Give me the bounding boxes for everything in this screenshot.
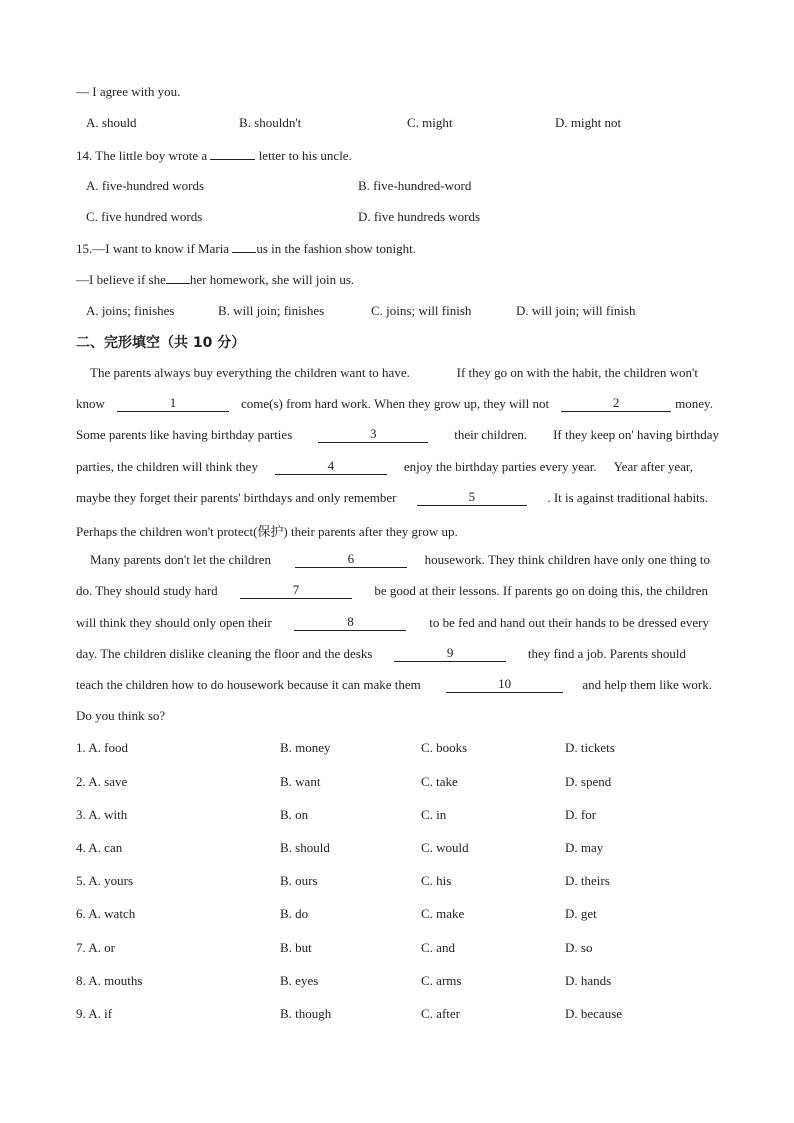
cloze-option[interactable]: D. hands	[565, 973, 612, 988]
passage-line: will think they should only open their 8 to be fed and hand out their hands to be dressed every	[76, 614, 709, 630]
cloze-option[interactable]: 5. A. yours	[76, 873, 134, 888]
q14-option-c[interactable]: C. five hundred words	[86, 209, 203, 224]
cloze-option[interactable]: B. eyes	[280, 973, 319, 988]
cloze-option[interactable]: C. in	[421, 807, 447, 822]
cloze-blank-1[interactable]: 1	[117, 396, 229, 412]
q15-blank-1[interactable]	[232, 240, 256, 253]
cloze-blank-4[interactable]: 4	[275, 459, 387, 475]
cloze-option[interactable]: B. should	[280, 840, 330, 855]
passage-line: know 1 come(s) from hard work. When they grow up, they will not 2 money.	[76, 395, 713, 411]
cloze-blank-9[interactable]: 9	[394, 646, 506, 662]
passage-line: maybe they forget their parents' birthdays and only remember 5 . It is against traditional habits.	[76, 489, 708, 505]
cloze-option[interactable]: 7. A. or	[76, 940, 115, 955]
cloze-blank-3[interactable]: 3	[318, 427, 428, 443]
cloze-option[interactable]: 8. A. mouths	[76, 973, 143, 988]
q14-option-b[interactable]: B. five-hundred-word	[358, 178, 472, 193]
cloze-option[interactable]: 4. A. can	[76, 840, 123, 855]
passage-line: day. The children dislike cleaning the floor and the desks 9 they find a job. Parents should	[76, 645, 686, 661]
cloze-blank-5[interactable]: 5	[417, 490, 527, 506]
q13-option-c[interactable]: C. might	[407, 115, 453, 130]
passage-line: Do you think so?	[76, 708, 166, 723]
cloze-option[interactable]: B. do	[280, 906, 309, 921]
q15-option-d[interactable]: D. will join; will finish	[516, 303, 636, 318]
cloze-option[interactable]: B. on	[280, 807, 309, 822]
cloze-blank-7[interactable]: 7	[240, 583, 352, 599]
cloze-blank-6[interactable]: 6	[295, 552, 407, 568]
cloze-option[interactable]: C. and	[421, 940, 455, 955]
cloze-option[interactable]: D. get	[565, 906, 597, 921]
passage-line: Many parents don't let the children 6 housework. They think children have only one thing to	[90, 551, 710, 567]
q13-option-b[interactable]: B. shouldn't	[239, 115, 302, 130]
q15-option-b[interactable]: B. will join; finishes	[218, 303, 325, 318]
passage-line: Some parents like having birthday parties 3 their children. If they keep on' having birthday	[76, 426, 719, 442]
cloze-option[interactable]: C. arms	[421, 973, 462, 988]
q13-option-a[interactable]: A. should	[86, 115, 137, 130]
q15-option-c[interactable]: C. joins; will finish	[371, 303, 472, 318]
cloze-option[interactable]: D. spend	[565, 774, 612, 789]
cloze-blank-2[interactable]: 2	[561, 396, 671, 412]
cloze-option[interactable]: D. may	[565, 840, 604, 855]
cloze-option[interactable]: B. money	[280, 740, 331, 755]
q13-option-d[interactable]: D. might not	[555, 115, 622, 130]
cloze-option[interactable]: C. his	[421, 873, 452, 888]
q14-option-a[interactable]: A. five-hundred words	[86, 178, 205, 193]
q15-option-a[interactable]: A. joins; finishes	[86, 303, 175, 318]
cloze-option[interactable]: C. take	[421, 774, 458, 789]
passage-line: Perhaps the children won't protect(保护) their parents after they grow up.	[76, 524, 458, 539]
cloze-option[interactable]: D. because	[565, 1006, 623, 1021]
cloze-option[interactable]: D. tickets	[565, 740, 615, 755]
passage-line: do. They should study hard 7 be good at their lessons. If parents go on doing this, the children	[76, 582, 708, 598]
cloze-option[interactable]: 6. A. watch	[76, 906, 136, 921]
cloze-option[interactable]: B. but	[280, 940, 312, 955]
cloze-option[interactable]: C. make	[421, 906, 465, 921]
cloze-option[interactable]: D. theirs	[565, 873, 610, 888]
cloze-option[interactable]: D. so	[565, 940, 593, 955]
cloze-option[interactable]: B. though	[280, 1006, 332, 1021]
cloze-option[interactable]: 2. A. save	[76, 774, 128, 789]
cloze-option[interactable]: 1. A. food	[76, 740, 128, 755]
cloze-option[interactable]: C. after	[421, 1006, 460, 1021]
passage-line: parties, the children will think they 4 enjoy the birthday parties every year. Year after year,	[76, 458, 693, 474]
q15-stem-line1: 15.—I want to know if Maria us in the fashion show tonight.	[76, 241, 416, 256]
section-heading: 二、完形填空（共 10 分）	[76, 335, 246, 351]
cloze-option[interactable]: B. ours	[280, 873, 318, 888]
passage-line: The parents always buy everything the children want to have. If they go on with the habit, the children won't	[90, 365, 698, 380]
q13-dialogue-line: — I agree with you.	[76, 84, 181, 99]
q14-stem: 14. The little boy wrote a letter to his uncle.	[76, 148, 352, 163]
cloze-option[interactable]: C. books	[421, 740, 468, 755]
cloze-option[interactable]: C. would	[421, 840, 469, 855]
cloze-option[interactable]: D. for	[565, 807, 597, 822]
cloze-option[interactable]: B. want	[280, 774, 321, 789]
cloze-blank-10[interactable]: 10	[446, 677, 563, 693]
q15-stem-line2: —I believe if she her homework, she will join us.	[76, 272, 355, 287]
q15-blank-2[interactable]	[166, 271, 190, 284]
q14-blank[interactable]	[210, 147, 255, 160]
q14-option-d[interactable]: D. five hundreds words	[358, 209, 481, 224]
passage-line: teach the children how to do housework because it can make them 10 and help them like work.	[76, 676, 712, 692]
cloze-option[interactable]: 3. A. with	[76, 807, 128, 822]
cloze-blank-8[interactable]: 8	[294, 615, 406, 631]
cloze-option[interactable]: 9. A. if	[76, 1006, 113, 1021]
